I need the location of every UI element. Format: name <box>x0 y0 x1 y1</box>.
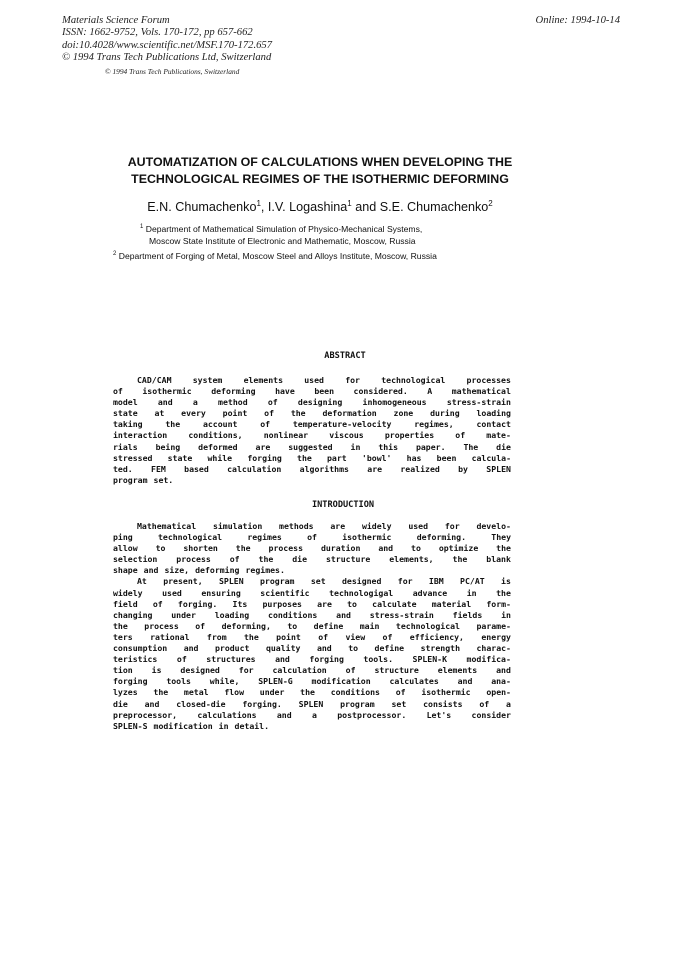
affiliation-2 <box>113 248 437 262</box>
abstract-line: of isothermic deforming have been considered. A mathematical <box>113 386 511 397</box>
introduction-heading: INTRODUCTION <box>311 500 375 510</box>
introduction-line: shape and size, deforming regimes. <box>113 565 285 576</box>
introduction-line: changing under loading conditions and stress-strain fields in <box>113 609 511 620</box>
copyright-small: © 1994 Trans Tech Publications, Switzerland <box>105 67 240 76</box>
abstract-heading: ABSTRACT <box>324 351 366 361</box>
introduction-line: forging tools while, SPLEN-G modification calculates and ana- <box>113 676 511 687</box>
journal-name: Materials Science Forum <box>62 15 170 26</box>
affiliation-2-mark: 2 <box>113 251 117 257</box>
introduction-line: tion is designed for calculation of structure elements and <box>113 665 511 676</box>
abstract-line: CAD/CAM system elements used for technological processes <box>137 375 511 385</box>
abstract-line: stressed state while forging the part 'bowl' has been calcula- <box>113 452 511 463</box>
affiliation-2-text: Department of Forging of Metal, Moscow Steel and Alloys Institute, Moscow, Russia <box>118 250 437 261</box>
abstract-line: program set. <box>113 474 174 485</box>
introduction-line: ping technological regimes of isothermic deforming. They <box>113 532 511 543</box>
abstract-line: rials being deformed are suggested in this paper. The die <box>113 441 511 452</box>
paper-title <box>100 154 540 187</box>
author-2: I.V. Logashina <box>267 200 348 215</box>
affiliation-1-line-2: Moscow State Institute of Electronic and Mathematic, Moscow, Russia <box>149 235 416 246</box>
abstract-line: interaction conditions, nonlinear viscous properties of mate- <box>113 430 511 441</box>
introduction-line: SPLEN-S modification in detail. <box>113 720 270 731</box>
introduction-line: widely used ensuring scientific technologigal advance in the <box>113 587 511 598</box>
introduction-line: the process of deforming, to define main technological parame- <box>113 620 511 631</box>
online-date: Online: 1994-10-14 <box>535 15 620 26</box>
abstract-line: ted. FEM based calculation algorithms are realized by SPLEN <box>113 463 511 474</box>
author-separator: and <box>351 200 380 215</box>
author-1: E.N. Chumachenko <box>147 200 257 215</box>
title-line-2: TECHNOLOGICAL REGIMES OF THE ISOTHERMIC DEFORMING <box>131 171 509 186</box>
issn-line: ISSN: 1662-9752, Vols. 170-172, pp 657-662 <box>62 27 253 39</box>
introduction-line: field of forging. Its purposes are to calculate material form- <box>113 598 511 609</box>
author-2-affiliation-mark: 1 <box>347 199 352 208</box>
introduction-line: teristics of structures and forging tools. SPLEN-K modifica- <box>113 654 511 665</box>
affiliation-1-line-1: Department of Mathematical Simulation of Physico-Mechanical Systems, <box>145 223 423 234</box>
publication-meta <box>62 15 272 65</box>
introduction-body <box>113 521 511 732</box>
author-separator: , <box>260 200 268 215</box>
author-3: S.E. Chumachenko <box>379 200 489 215</box>
abstract-line: state at every point of the deformation zone during loading <box>113 408 511 419</box>
author-list <box>0 199 640 214</box>
abstract-line: taking the account of temperature-velocity regimes, contact <box>113 419 511 430</box>
introduction-line: Mathematical simulation methods are widely used for develo- <box>137 521 511 531</box>
introduction-line: lyzes the metal flow under the conditions of isothermic open- <box>113 687 511 698</box>
copyright-line: © 1994 Trans Tech Publications Ltd, Switzerland <box>62 52 272 64</box>
affiliation-1-mark: 1 <box>140 224 144 230</box>
author-3-affiliation-mark: 2 <box>488 199 493 208</box>
introduction-line: allow to shorten the process duration and to optimize the <box>113 543 511 554</box>
title-line-1: AUTOMATIZATION OF CALCULATIONS WHEN DEVELOPING THE <box>127 155 513 169</box>
introduction-line: die and closed-die forging. SPLEN program set consists of a <box>113 698 511 709</box>
introduction-line: preprocessor, calculations and a postprocessor. Let's consider <box>113 709 511 720</box>
abstract-body <box>113 375 511 486</box>
affiliation-1 <box>140 221 422 247</box>
abstract-line: model and a method of designing inhomogeneous stress-strain <box>113 397 511 408</box>
introduction-line: At present, SPLEN program set designed for IBM PC/AT is <box>137 576 511 587</box>
introduction-line: ters rational from the point of view of efficiency, energy <box>113 631 511 642</box>
introduction-line: consumption and product quality and to define strength charac- <box>113 643 511 654</box>
introduction-line: selection process of the die structure elements, the blank <box>113 554 511 565</box>
doi-line[interactable]: doi:10.4028/www.scientific.net/MSF.170-172.657 <box>62 39 272 51</box>
author-1-affiliation-mark: 1 <box>256 199 261 208</box>
